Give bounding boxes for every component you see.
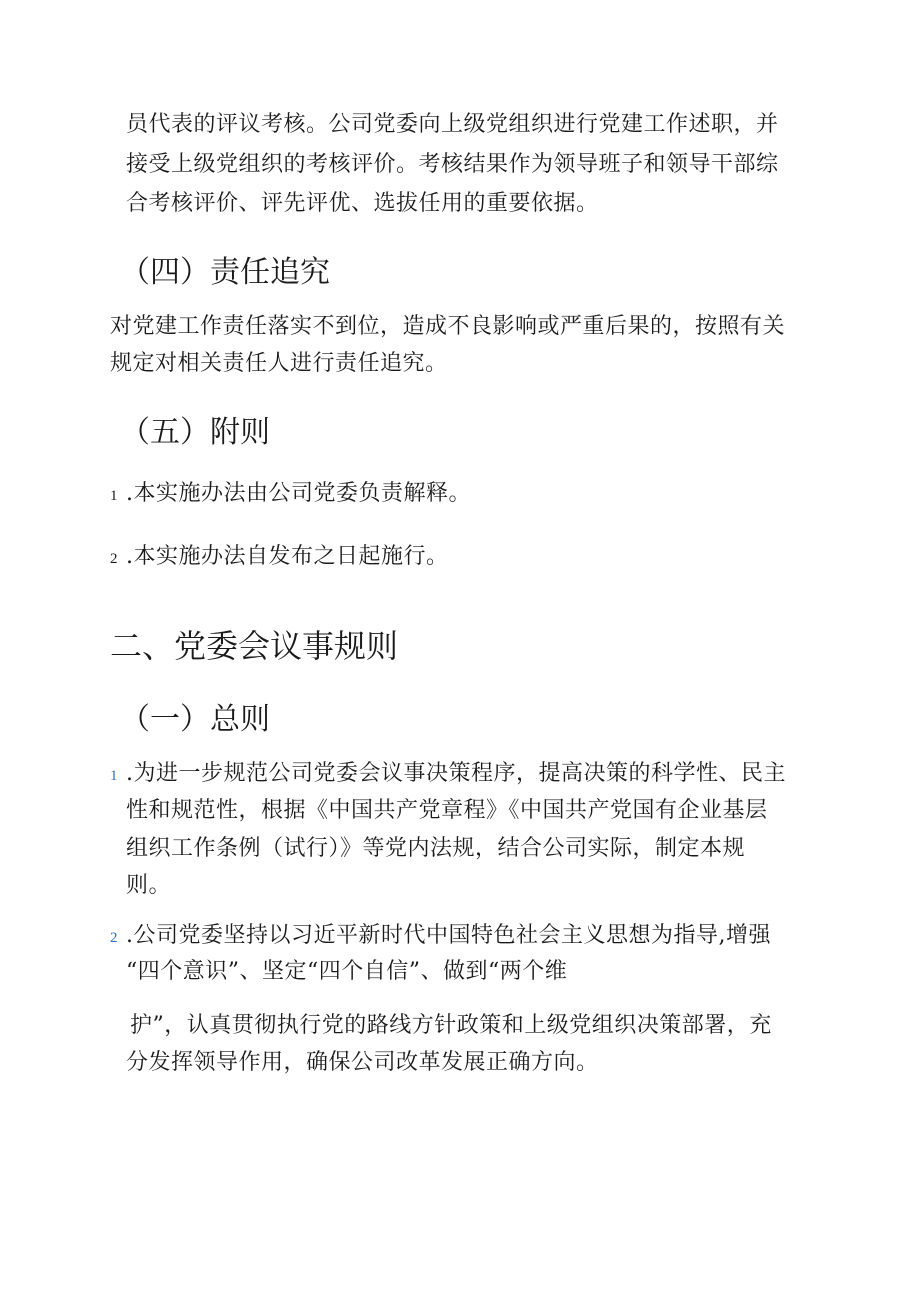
section-heading-4: （四）责任追究: [120, 255, 330, 290]
paragraph-line: “四个意识”、坚定“四个自信”、做到“两个维: [126, 959, 568, 984]
list-item-text: .本实施办法由公司党委负责解释。: [126, 481, 471, 506]
list-item: [110, 543, 449, 573]
paragraph-line: 则。: [126, 873, 172, 898]
paragraph-line: 性和规范性，根据《中国共产党章程》《中国共产党国有企业基层: [126, 798, 768, 823]
paragraph-line: 组织工作条例（试行）》等党内法规，结合公司实际，制定本规: [126, 836, 746, 861]
list-item: [110, 760, 786, 790]
paragraph-line: 员代表的评议考核。公司党委向上级党组织进行党建工作述职，并: [126, 112, 779, 137]
section-heading-general: （一）总则: [120, 702, 270, 737]
paragraph-line: 护”，认真贯彻执行党的路线方针政策和上级党组织决策部署，充: [130, 1013, 772, 1038]
section-heading-5: （五）附则: [120, 415, 270, 450]
list-item-number: 2: [110, 930, 118, 946]
chapter-heading: 二、党委会议事规则: [110, 627, 399, 665]
paragraph-line: 合考核评价、评先评优、选拔任用的重要依据。: [126, 191, 599, 216]
list-item-text: .本实施办法自发布之日起施行。: [126, 544, 449, 569]
paragraph-line: 规定对相关责任人进行责任追究。: [110, 351, 448, 376]
paragraph-line: 分发挥领导作用，确保公司改革发展正确方向。: [126, 1050, 599, 1075]
list-item-number: 2: [110, 551, 118, 567]
paragraph-line: 对党建工作责任落实不到位，造成不良影响或严重后果的，按照有关: [110, 314, 786, 339]
list-item-text: .公司党委坚持以习近平新时代中国特色社会主义思想为指导,增强: [126, 923, 771, 948]
list-item: [110, 480, 471, 510]
list-item-number: 1: [110, 768, 118, 784]
list-item-number: 1: [110, 488, 118, 504]
paragraph-line: 接受上级党组织的考核评价。考核结果作为领导班子和领导干部综: [126, 152, 779, 177]
list-item: [110, 922, 771, 952]
list-item-text: .为进一步规范公司党委会议事决策程序，提高决策的科学性、民主: [126, 761, 786, 786]
